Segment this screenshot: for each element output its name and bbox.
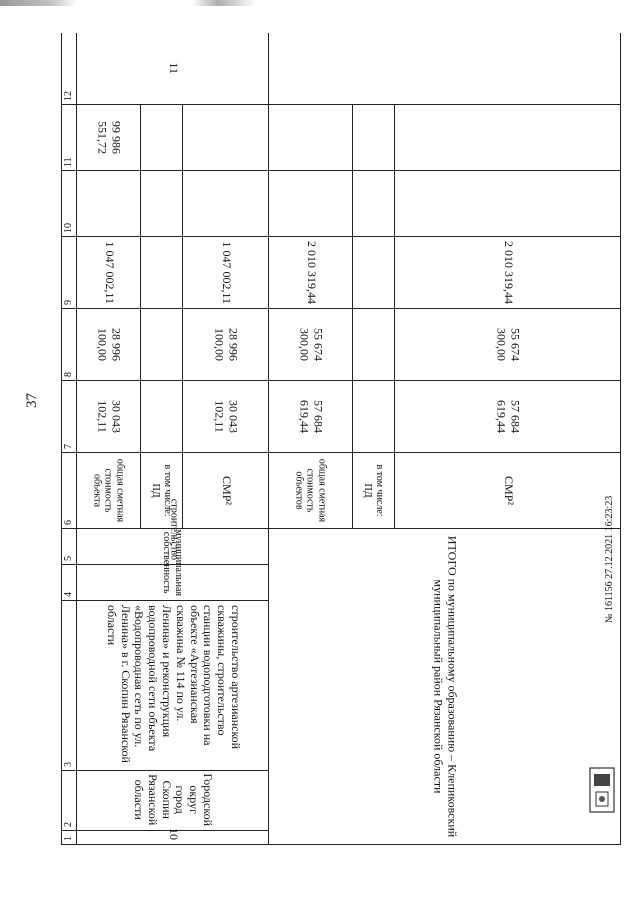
col12-cell: 11 [77, 33, 269, 105]
sub-label: в том числе: ПД [141, 453, 183, 529]
sub-label: общая сметная стоимость объекта [77, 453, 141, 529]
sub-label: СМР² [183, 453, 269, 529]
value-cell: 99 986 551,72 [77, 105, 141, 171]
value-cell [141, 105, 183, 171]
col-num-2: 2 [62, 771, 77, 831]
sub-label: СМР² [395, 453, 621, 529]
col-num-5: 5 [62, 529, 77, 565]
value-cell: 2 010 319,44 [269, 237, 353, 309]
value-cell [353, 105, 395, 171]
value-cell [183, 171, 269, 237]
col-num-7: 7 [62, 381, 77, 453]
col-num-1: 1 [62, 831, 77, 845]
col-num-8: 8 [62, 309, 77, 381]
col-num-4: 4 [62, 565, 77, 601]
object-cell: строительство артезианской скважины, строительство станции водоподготовки на объекте «Артезианская скважина № 114 по ул. Ленина» и реконструкция водопроводной сети объекта «Водопроводная сеть по ул. Ленина» в г. Скопин Рязанской области [77, 601, 269, 771]
page-number: 37 [24, 393, 40, 408]
value-cell: 28 996 100,00 [183, 309, 269, 381]
col-num-9: 9 [62, 237, 77, 309]
ownership-cell: муниципальная собственность [77, 565, 269, 601]
value-cell [353, 237, 395, 309]
value-cell: 30 043 102,11 [183, 381, 269, 453]
col-num-6: 6 [62, 453, 77, 529]
work-type-cell: строительство [77, 529, 269, 565]
total-label: ИТОГО по муниципальному образованию – Клепиковский муниципальный район Рязанской области [269, 529, 621, 845]
value-cell [141, 381, 183, 453]
value-cell [141, 237, 183, 309]
value-cell [77, 171, 141, 237]
value-cell: 30 043 102,11 [77, 381, 141, 453]
value-cell: 55 674 300,00 [395, 309, 621, 381]
value-cell: 57 684 619,44 [395, 381, 621, 453]
value-cell [395, 105, 621, 171]
col-num-12: 12 [62, 33, 77, 105]
value-cell [395, 171, 621, 237]
sub-label: общая сметная стоимость объектов [269, 453, 353, 529]
scan-edge [0, 0, 640, 6]
cost-table [61, 33, 621, 845]
value-cell [183, 105, 269, 171]
col-num-11: 11 [62, 105, 77, 171]
emblem-stamp [588, 766, 616, 814]
value-cell [353, 309, 395, 381]
col-num-10: 10 [62, 171, 77, 237]
value-cell [353, 171, 395, 237]
value-cell: 55 674 300,00 [269, 309, 353, 381]
value-cell [269, 105, 353, 171]
value-cell [269, 171, 353, 237]
total-row [269, 33, 353, 845]
value-cell [353, 381, 395, 453]
value-cell: 28 996 100,00 [77, 309, 141, 381]
value-cell [141, 171, 183, 237]
col-num-3: 3 [62, 601, 77, 771]
rotated-table-wrapper [61, 33, 621, 845]
column-number-row [62, 33, 77, 845]
row-number: 10 [77, 831, 269, 845]
value-cell: 2 010 319,44 [395, 237, 621, 309]
table-stage [61, 33, 621, 845]
value-cell: 1 047 002,11 [183, 237, 269, 309]
value-cell: 1 047 002,11 [77, 237, 141, 309]
value-cell: 57 684 619,44 [269, 381, 353, 453]
sub-label: в том числе: ПД [353, 453, 395, 529]
registration-stamp: № 161156 27.12.2021 16:23:23 [604, 495, 615, 623]
value-cell [141, 309, 183, 381]
location-cell: Городской округ город Скопин Рязанской области [77, 771, 269, 831]
col12-total-cell [269, 33, 621, 105]
table-row [77, 33, 141, 845]
